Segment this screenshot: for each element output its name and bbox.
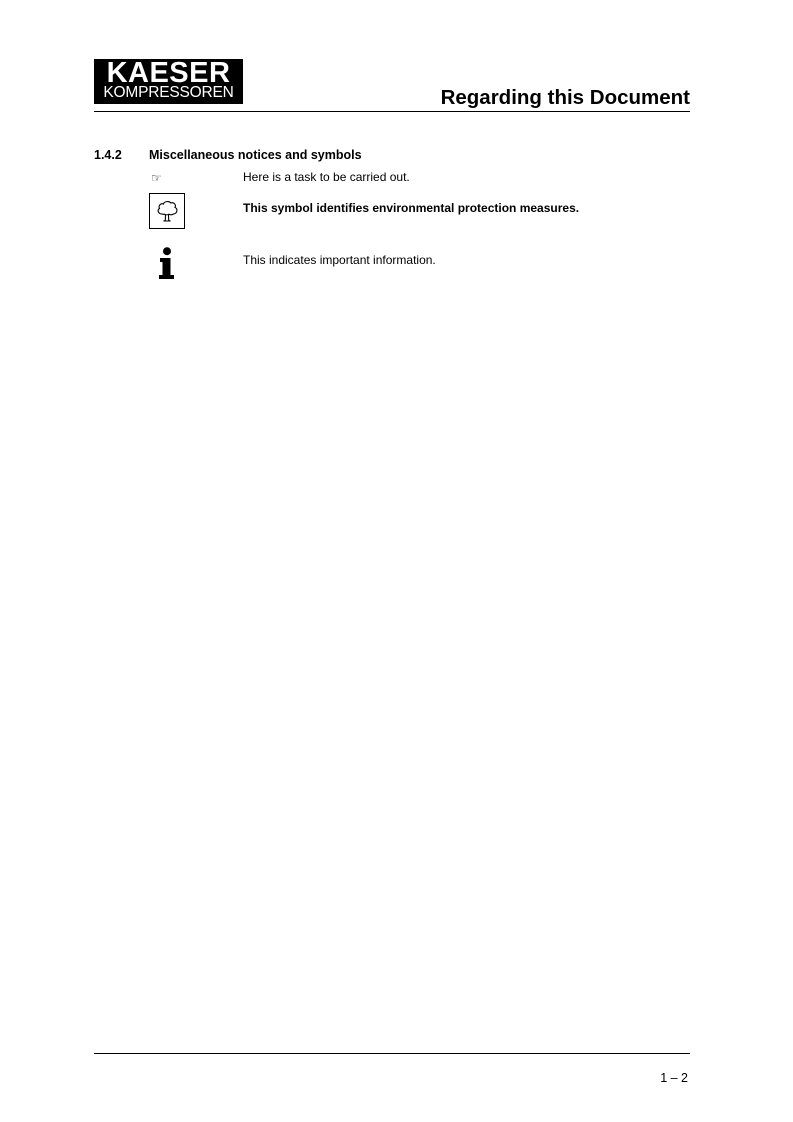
logo-wordmark: KAESER — [106, 57, 231, 89]
page-header-title: Regarding this Document — [440, 86, 690, 109]
page-number: 1 – 2 — [660, 1071, 688, 1085]
info-icon — [156, 247, 178, 280]
tree-icon — [149, 193, 185, 229]
section-title: Miscellaneous notices and symbols — [149, 148, 362, 162]
task-notice-text: Here is a task to be carried out. — [243, 170, 410, 184]
footer-divider — [94, 1053, 690, 1054]
section-number: 1.4.2 — [94, 148, 122, 162]
pointing-hand-icon: ☞ — [151, 171, 162, 185]
header-divider — [94, 111, 690, 112]
kaeser-logo — [94, 59, 243, 104]
environment-notice-text: This symbol identifies environmental protection measures. — [243, 201, 580, 215]
info-notice-text: This indicates important information. — [243, 253, 436, 267]
logo-subtitle: KOMPRESSOREN — [103, 84, 234, 101]
